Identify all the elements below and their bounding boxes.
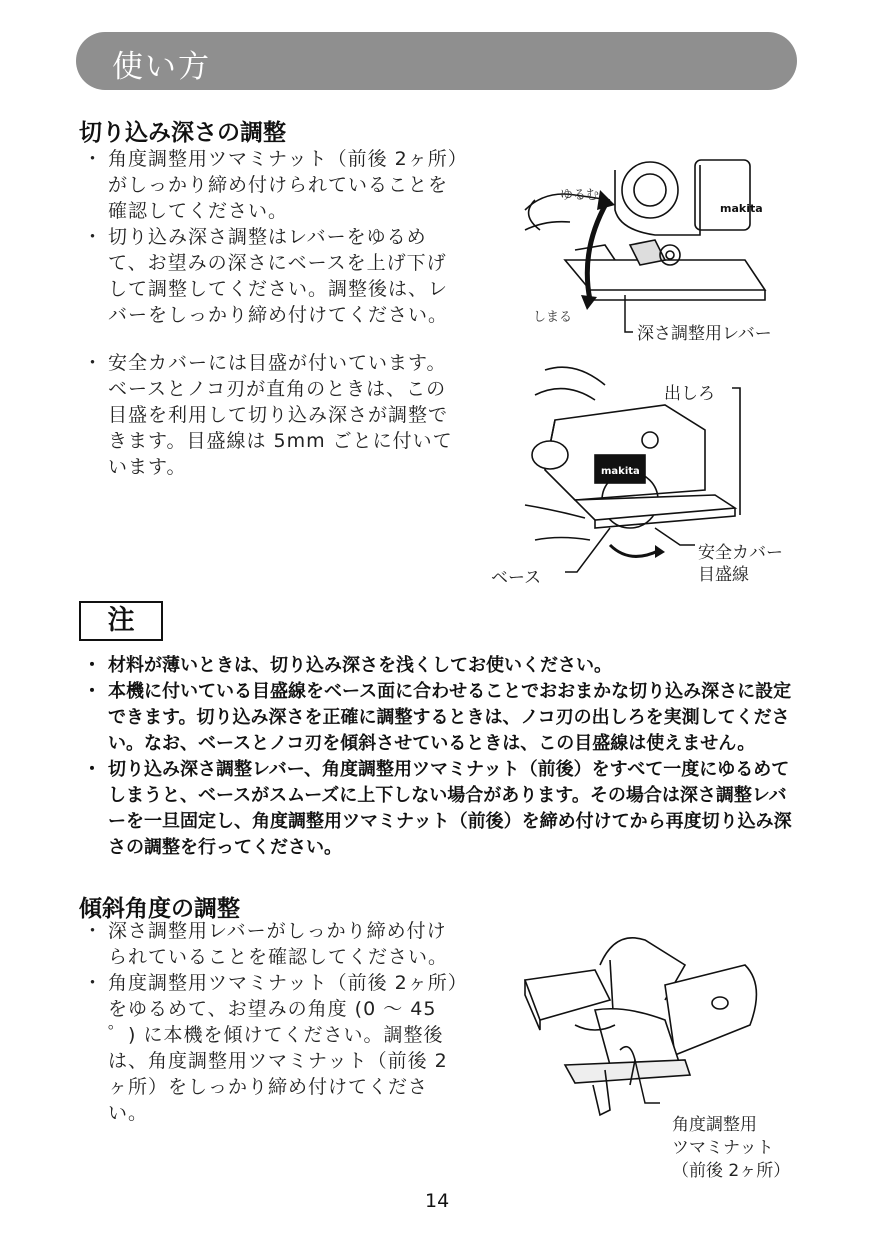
bullet-mark: ・ [83, 920, 104, 942]
knob-label-line1: 角度調整用 [672, 1115, 757, 1135]
bullet-mark: ・ [83, 226, 104, 248]
scale-list [79, 350, 464, 480]
bullet-mark: ・ [83, 972, 104, 994]
cut-depth-list [79, 146, 464, 328]
list-item-text: 角度調整用ツマミナット（前後 2ヶ所）がしっかり締め付けられていることを確認してください。 [108, 148, 459, 222]
depth-lever-label: 深さ調整用レバー [637, 324, 772, 344]
bullet-mark: ・ [83, 681, 101, 702]
list-item-text: 切り込み深さ調整レバー、角度調整用ツマミナット（前後）をすべて一度にゆるめてしまうと、ベースがスムーズに上下しない場合があります。その場合は深さ調整レバーを一旦固定し、角度調整用ツマミナット（前後）を締め付けてから再度切り込み深さの調整を行ってください。 [108, 759, 792, 858]
protrusion-label: 出しろ [664, 384, 715, 404]
section-title-bevel-angle: 傾斜角度の調整 [79, 896, 240, 922]
bullet-mark: ・ [83, 759, 101, 780]
section-title-cut-depth: 切り込み深さの調整 [79, 120, 286, 146]
list-item-text: 切り込み深さ調整はレバーをゆるめて、お望みの深さにベースを上げ下げして調整してください。調整後は、レバーをしっかり締め付けてください。 [108, 226, 449, 326]
bullet-mark: ・ [83, 148, 104, 170]
list-item-text: 角度調整用ツマミナット（前後 2ヶ所）をゆるめて、お望みの角度 (0 ～ 45 ゜) に本機を傾けてください。調整後は、角度調整用ツマミナット（前後 2ヶ所）をしっかり締め付けてください。 [108, 972, 459, 1124]
list-item [79, 970, 464, 1126]
list-item [79, 653, 794, 679]
note-list [79, 653, 794, 861]
list-item [79, 224, 464, 328]
list-item-text: 材料が薄いときは、切り込み深さを浅くしてお使いください。 [108, 655, 612, 676]
base-label: ベース [491, 568, 542, 588]
bevel-illustration [515, 925, 775, 1130]
list-item-text: 深さ調整用レバーがしっかり締め付けられていることを確認してください。 [108, 920, 449, 968]
bullet-mark: ・ [83, 352, 104, 374]
list-item [79, 146, 464, 224]
page-number: 14 [425, 1190, 450, 1212]
adjust-arrow-icon [587, 202, 607, 300]
scale-label-line1: 安全カバー [698, 543, 783, 563]
brand-logo: makita [720, 202, 763, 215]
scale-label-line2: 目盛線 [698, 565, 749, 585]
loosen-label: ゆるむ [560, 188, 600, 203]
note-label: 注 [79, 601, 163, 641]
list-item-text: 安全カバーには目盛が付いています。ベースとノコ刃が直角のときは、この目盛を利用して切り込み深さが調整できます。目盛線は 5mm ごとに付いています。 [108, 352, 453, 478]
knob-label-line2: ツマミナット [672, 1138, 774, 1158]
bevel-list [79, 918, 464, 1126]
tighten-label: しまる [533, 310, 573, 325]
bullet-mark: ・ [83, 655, 101, 676]
knob-label-line3: （前後 2ヶ所） [672, 1161, 791, 1181]
list-item [79, 918, 464, 970]
list-item-text: 本機に付いている目盛線をベース面に合わせることでおおまかな切り込み深さに設定できます。切り込み深さを正確に調整するときは、ノコ刃の出しろを実測してください。なお、ベースとノコ刃を傾斜させているときは、この目盛線は使えません。 [108, 681, 792, 754]
page-title: 使い方 [112, 49, 211, 85]
list-item [79, 679, 794, 757]
list-item [79, 350, 464, 480]
list-item [79, 757, 794, 861]
brand-logo: makita [601, 466, 640, 477]
